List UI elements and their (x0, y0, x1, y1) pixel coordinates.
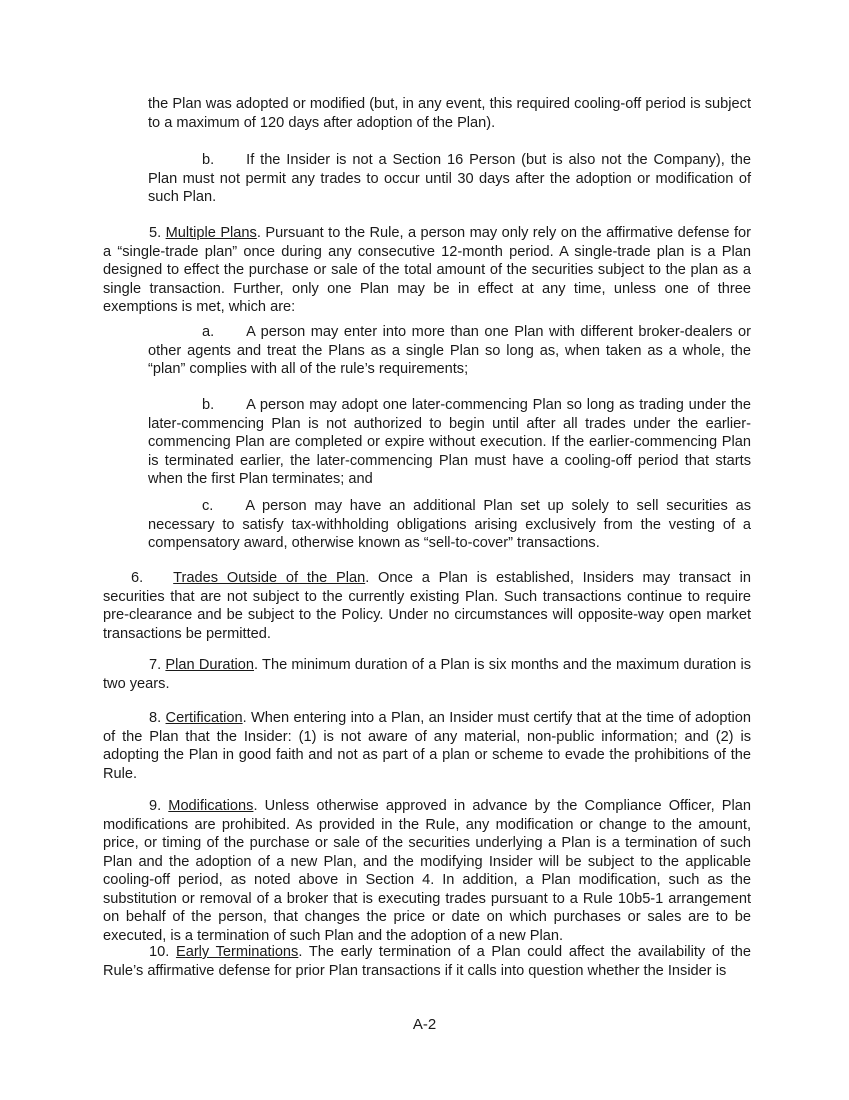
section-8-paragraph: 8. Certification. When entering into a Plan, an Insider must certify that at the time of adoption of the Plan that the Insider: (1) is not aware of any material, non-public information; and (2) is adopting the Plan in good faith and not as part of a plan or scheme to evade the prohibitions of the Rule. (103, 710, 752, 782)
section-7-heading: Plan Duration (165, 657, 255, 673)
section-10-paragraph: 10. Early Terminations. The early termination of a Plan could affect the availability of the Rule’s affirmative defense for prior Plan transactions if it calls into question whether the Insider is (103, 944, 751, 979)
section-5-paragraph: 5. Multiple Plans. Pursuant to the Rule, a person may only rely on the affirmative defense for a “single-trade plan” once during any consecutive 12-month period. A single-trade plan is a Plan designed to effect the purchase or sale of the total amount of the securities subject to the plan as a single transaction. Further, only one Plan may be in effect at any time, unless one of three exemptions is met, which are: (103, 225, 751, 315)
carry-over-paragraph: the Plan was adopted or modified (but, in any event, this required cooling-off period is subject to a maximum of 120 days after adoption of the Plan). (148, 96, 751, 131)
section-6-paragraph: 6. Trades Outside of the Plan. Once a Plan is established, Insiders may transact in securities that are not subject to the currently existing Plan. Such transactions continue to require pre-clearance and be subject to the Policy. Under no circumstances will opposite-way open market transactions be permitted. (103, 570, 751, 642)
section-9-heading: Modifications (168, 798, 254, 814)
section-7-paragraph: 7. Plan Duration. The minimum duration of a Plan is six months and the maximum duration is two years. (103, 657, 751, 692)
section-9-paragraph: 9. Modifications. Unless otherwise approved in advance by the Compliance Officer, Plan modifications are prohibited. As provided in the Rule, any modification or change to the amount, price, or timing of the purchase or sale of the securities underlying a Plan is a termination of such Plan and the adoption of a new Plan, and the modifying Insider will be subject to the applicable cooling-off period, as noted above in Section 4. In addition, a Plan modification, such as the substitution or removal of a broker that is executing trades pursuant to a Rule 10b5-1 arrangement on behalf of the person, that changes the price or date on which purchases or sales are to be executed, is a termination of such Plan and the adoption of a new Plan. (103, 798, 751, 944)
section-10-heading: Early Terminations (175, 944, 299, 960)
item-4b-paragraph: b. If the Insider is not a Section 16 Person (but is also not the Company), the Plan must not permit any trades to occur until 30 days after the adoption or modification of such Plan. (148, 152, 751, 205)
page-number: A-2 (412, 1016, 437, 1033)
section-5a-paragraph: a. A person may enter into more than one Plan with different broker-dealers or other agents and treat the Plans as a single Plan so long as, when taken as a whole, the “plan” complies with all of the rule’s requirements; (148, 324, 751, 377)
section-6-heading: Trades Outside of the Plan (173, 570, 366, 586)
section-5-heading: Multiple Plans (165, 225, 257, 241)
section-5b-paragraph: b. A person may adopt one later-commencing Plan so long as trading under the later-commencing Plan is not authorized to begin until after all trades under the earlier-commencing Plan are completed or expire without execution. If the earlier-commencing Plan is terminated earlier, the later-commencing Plan must have a cooling-off period that starts when the first Plan terminates; and (148, 397, 751, 487)
section-8-heading: Certification (165, 710, 243, 726)
section-5c-paragraph: c. A person may have an additional Plan set up solely to sell securities as necessary to satisfy tax-withholding obligations arising exclusively from the vesting of a compensatory award, otherwise known as “sell-to-cover” transactions. (148, 498, 751, 551)
